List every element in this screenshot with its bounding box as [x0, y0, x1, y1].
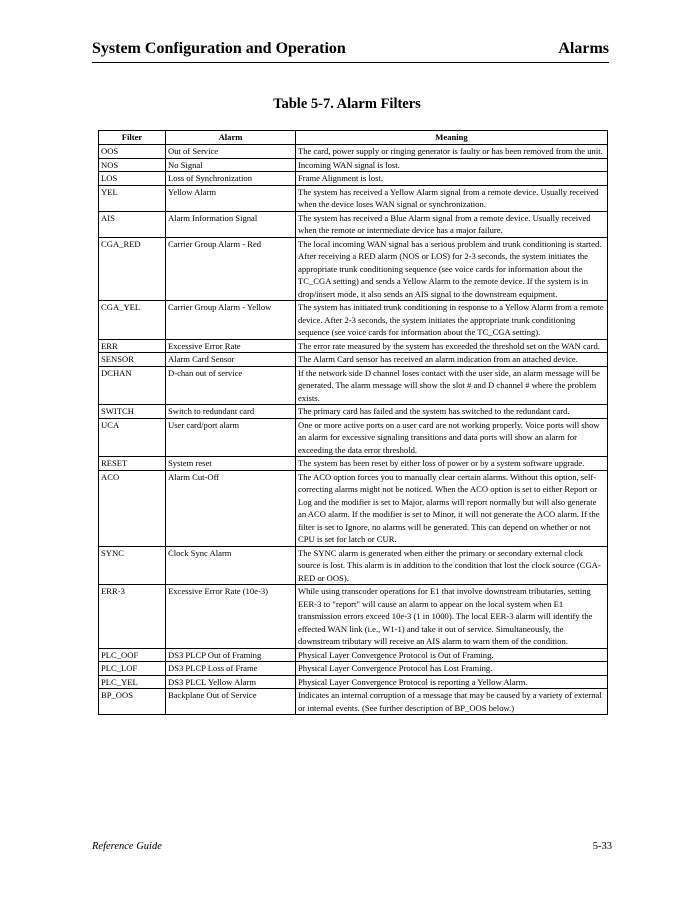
- table-row: [99, 648, 608, 662]
- table-row: [99, 405, 608, 419]
- meaning-cell: Physical Layer Convergence Protocol has Lost Framing.: [296, 662, 608, 676]
- table-row: [99, 211, 608, 237]
- table-row: [99, 353, 608, 367]
- column-header-meaning: Meaning: [296, 131, 608, 145]
- alarm-cell: Alarm Information Signal: [166, 211, 296, 237]
- alarm-cell: D-chan out of service: [166, 366, 296, 405]
- meaning-cell: Frame Alignment is lost.: [296, 172, 608, 186]
- table-row: [99, 339, 608, 353]
- filter-cell: PLC_OOF: [99, 648, 166, 662]
- alarm-cell: Excessive Error Rate: [166, 339, 296, 353]
- meaning-cell: The system has initiated trunk conditioning in response to a Yellow Alarm from a remote device. After 2-3 seconds, the system initiates the appropriate trunk conditioning sequence (see voice cards for information about the TC_CGA setting).: [296, 301, 608, 340]
- table-row: [99, 172, 608, 186]
- column-header-filter: Filter: [99, 131, 166, 145]
- filter-cell: YEL: [99, 185, 166, 211]
- alarm-cell: Yellow Alarm: [166, 185, 296, 211]
- header-rule: [92, 62, 609, 63]
- filter-cell: RESET: [99, 457, 166, 471]
- filter-cell: LOS: [99, 172, 166, 186]
- meaning-cell: Physical Layer Convergence Protocol is Out of Framing.: [296, 648, 608, 662]
- alarm-cell: Carrier Group Alarm - Red: [166, 237, 296, 301]
- filter-cell: AIS: [99, 211, 166, 237]
- filter-cell: OOS: [99, 145, 166, 159]
- filter-cell: ERR-3: [99, 585, 166, 649]
- meaning-cell: The SYNC alarm is generated when either the primary or secondary external clock source is lost. This alarm is in addition to the condition that lost the clock source (CGA-RED or OOS).: [296, 546, 608, 585]
- meaning-cell: The Alarm Card sensor has received an alarm indication from an attached device.: [296, 353, 608, 367]
- meaning-cell: The system has been reset by either loss of power or by a system software upgrade.: [296, 457, 608, 471]
- table-row: [99, 158, 608, 172]
- alarm-cell: DS3 PLCL Yellow Alarm: [166, 675, 296, 689]
- alarm-cell: Backplane Out of Service: [166, 689, 296, 715]
- section-title: System Configuration and Operation: [92, 40, 346, 57]
- alarm-cell: Loss of Synchronization: [166, 172, 296, 186]
- alarm-cell: System reset: [166, 457, 296, 471]
- meaning-cell: The error rate measured by the system has exceeded the threshold set on the WAN card.: [296, 339, 608, 353]
- page-header: [92, 40, 609, 62]
- table-row: [99, 185, 608, 211]
- alarm-cell: Alarm Cut-Off: [166, 470, 296, 546]
- alarm-filters-table: [98, 130, 608, 715]
- page-number: 5-33: [592, 841, 612, 852]
- table-title: Table 5-7. Alarm Filters: [273, 96, 421, 112]
- alarm-cell: Clock Sync Alarm: [166, 546, 296, 585]
- table-row: [99, 301, 608, 340]
- alarm-cell: Out of Service: [166, 145, 296, 159]
- footer-doc-title: Reference Guide: [92, 841, 162, 852]
- meaning-cell: The primary card has failed and the system has switched to the redundant card.: [296, 405, 608, 419]
- alarm-cell: DS3 PLCP Loss of Frame: [166, 662, 296, 676]
- alarm-cell: Alarm Card Sensor: [166, 353, 296, 367]
- meaning-cell: The system has received a Yellow Alarm signal from a remote device. Usually received when the device loses WAN signal or synchronization.: [296, 185, 608, 211]
- meaning-cell: The local incoming WAN signal has a serious problem and trunk conditioning is started. After receiving a RED alarm (NOS or LOS) for 2-3 seconds, the system initiates the appropriate trunk conditioning sequence (see voice cards for information about the TC_CGA setting) and sends a Yellow Alarm to the remote device. If the system is in drop/insert mode, it also sends an AIS signal to the downstream equipment.: [296, 237, 608, 301]
- filter-cell: NOS: [99, 158, 166, 172]
- table-row: [99, 689, 608, 715]
- table-row: [99, 675, 608, 689]
- meaning-cell: The system has received a Blue Alarm signal from a remote device. Usually received when the remote or intermediate device has a major failure.: [296, 211, 608, 237]
- filter-cell: BP_OOS: [99, 689, 166, 715]
- table-row: [99, 418, 608, 457]
- alarm-cell: Switch to redundant card: [166, 405, 296, 419]
- table-row: [99, 366, 608, 405]
- column-header-alarm: Alarm: [166, 131, 296, 145]
- filter-cell: PLC_LOF: [99, 662, 166, 676]
- filter-cell: ERR: [99, 339, 166, 353]
- meaning-cell: Incoming WAN signal is lost.: [296, 158, 608, 172]
- table-row: [99, 457, 608, 471]
- alarm-cell: DS3 PLCP Out of Framing: [166, 648, 296, 662]
- meaning-cell: Physical Layer Convergence Protocol is reporting a Yellow Alarm.: [296, 675, 608, 689]
- filter-cell: CGA_RED: [99, 237, 166, 301]
- meaning-cell: The ACO option forces you to manually clear certain alarms. Without this option, self-correcting alarms might not be noticed. When the ACO option is set to either Report or Log and the modifier is set to Major, alarms will report normally but will also generate an ACO alarm. If the modifier is set to Minor, it will not generate the ACO alarm. If the filter is set to Ignore, no alarms will be generated. This can depend on whether or not CPU is set for latch or CUR.: [296, 470, 608, 546]
- table-header-row: [99, 131, 608, 145]
- filter-cell: UCA: [99, 418, 166, 457]
- alarm-cell: User card/port alarm: [166, 418, 296, 457]
- table-row: [99, 145, 608, 159]
- filter-cell: SYNC: [99, 546, 166, 585]
- chapter-title: Alarms: [558, 40, 609, 57]
- filter-cell: ACO: [99, 470, 166, 546]
- table-row: [99, 662, 608, 676]
- meaning-cell: The card, power supply or ringing generator is faulty or has been removed from the unit.: [296, 145, 608, 159]
- meaning-cell: Indicates an internal corruption of a message that may be caused by a variety of external or internal events. (See further description of BP_OOS below.): [296, 689, 608, 715]
- meaning-cell: While using transcoder operations for E1 that involve downstream tributaries, setting EER-3 to "report" will cause an alarm to appear on the local system when E1 transmission errors exceed 10e-3 (1 in 1000). The local EER-3 alarm will identify the effected WAN link (i.e., W1-1) and take it out of service. Simultaneously, the downstream tributary will receive an AIS alarm to warn them of the condition.: [296, 585, 608, 649]
- filter-cell: DCHAN: [99, 366, 166, 405]
- alarm-cell: Carrier Group Alarm - Yellow: [166, 301, 296, 340]
- table-row: [99, 237, 608, 301]
- table-row: [99, 546, 608, 585]
- alarm-cell: Excessive Error Rate (10e-3): [166, 585, 296, 649]
- filter-cell: SENSOR: [99, 353, 166, 367]
- table-row: [99, 585, 608, 649]
- filter-cell: CGA_YEL: [99, 301, 166, 340]
- filter-cell: PLC_YEL: [99, 675, 166, 689]
- meaning-cell: One or more active ports on a user card are not working properly. Voice ports will show an alarm for excessive signaling transitions and data ports will show an alarm for exceeding the data error threshold.: [296, 418, 608, 457]
- meaning-cell: If the network side D channel loses contact with the user side, an alarm message will be generated. The alarm message will show the slot # and D channel # where the problem exists.: [296, 366, 608, 405]
- table-row: [99, 470, 608, 546]
- filter-cell: SWITCH: [99, 405, 166, 419]
- alarm-cell: No Signal: [166, 158, 296, 172]
